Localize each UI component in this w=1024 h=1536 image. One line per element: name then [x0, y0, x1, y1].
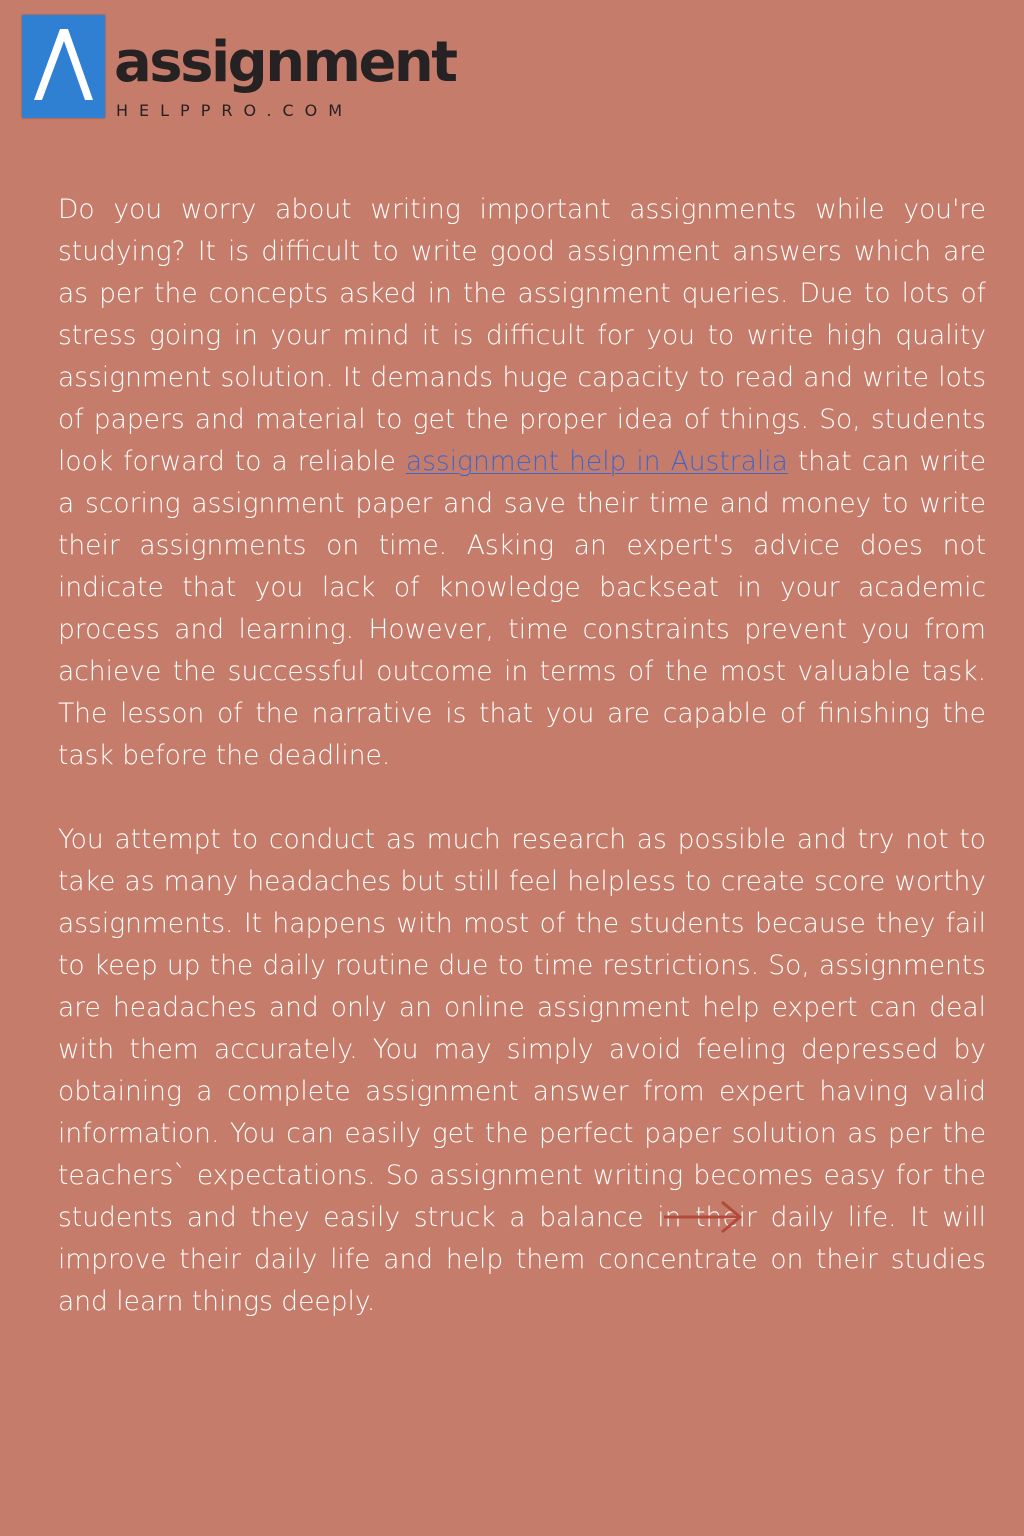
site-logo[interactable]: [22, 15, 456, 125]
arrow-right-icon: [660, 1196, 748, 1236]
paragraph-second: You attempt to conduct as much research as possible and try not to take as many headaches but still feel helpless to create score worthy assignments. It happens with most of the students because they fail to keep up the daily routine due to time restrictions. So, assignments are headaches and only an online assignment help expert can deal with them accurately. You may simply avoid feeling depressed by obtaining a complete assignment answer from expert having valid information. You can easily get the perfect paper solution as per the teachers` expectations. So assignment writing becomes easy for the students and they easily struck a balance in their daily life. It will improve their daily life and help them concentrate on their studies and learn things deeply.: [58, 824, 986, 1317]
assignment-help-link[interactable]: assignment help in Australia: [405, 446, 788, 477]
paragraph-text: Do you worry about writing important assignments while you're studying? It is difficult to write good assignment answers which are as per the concepts asked in the assignment queries. Due to lots of stress going in your mind it is difficult for you to write high quality assignment solution. It demands huge capacity to read and write lots of papers and material to get the proper idea of things. So, students look forward to a reliable: [58, 194, 986, 477]
logo-domain: HELPPRO.COM: [116, 101, 354, 120]
article-body: [58, 189, 986, 1323]
paragraph-text: that can write a scoring assignment paper and save their time and money to write their assignments on time. Asking an expert's advice does not indicate that you lack of knowledge backseat in your academic process and learning. However, time constraints prevent you from achieve the successful outcome in terms of the most valuable task. The lesson of the narrative is that you are capable of finishing the task before the deadline.: [58, 446, 987, 771]
chevron-up-icon: [22, 15, 105, 118]
paragraph-intro: [58, 189, 986, 777]
logo-wordmark: assignment: [114, 30, 456, 95]
